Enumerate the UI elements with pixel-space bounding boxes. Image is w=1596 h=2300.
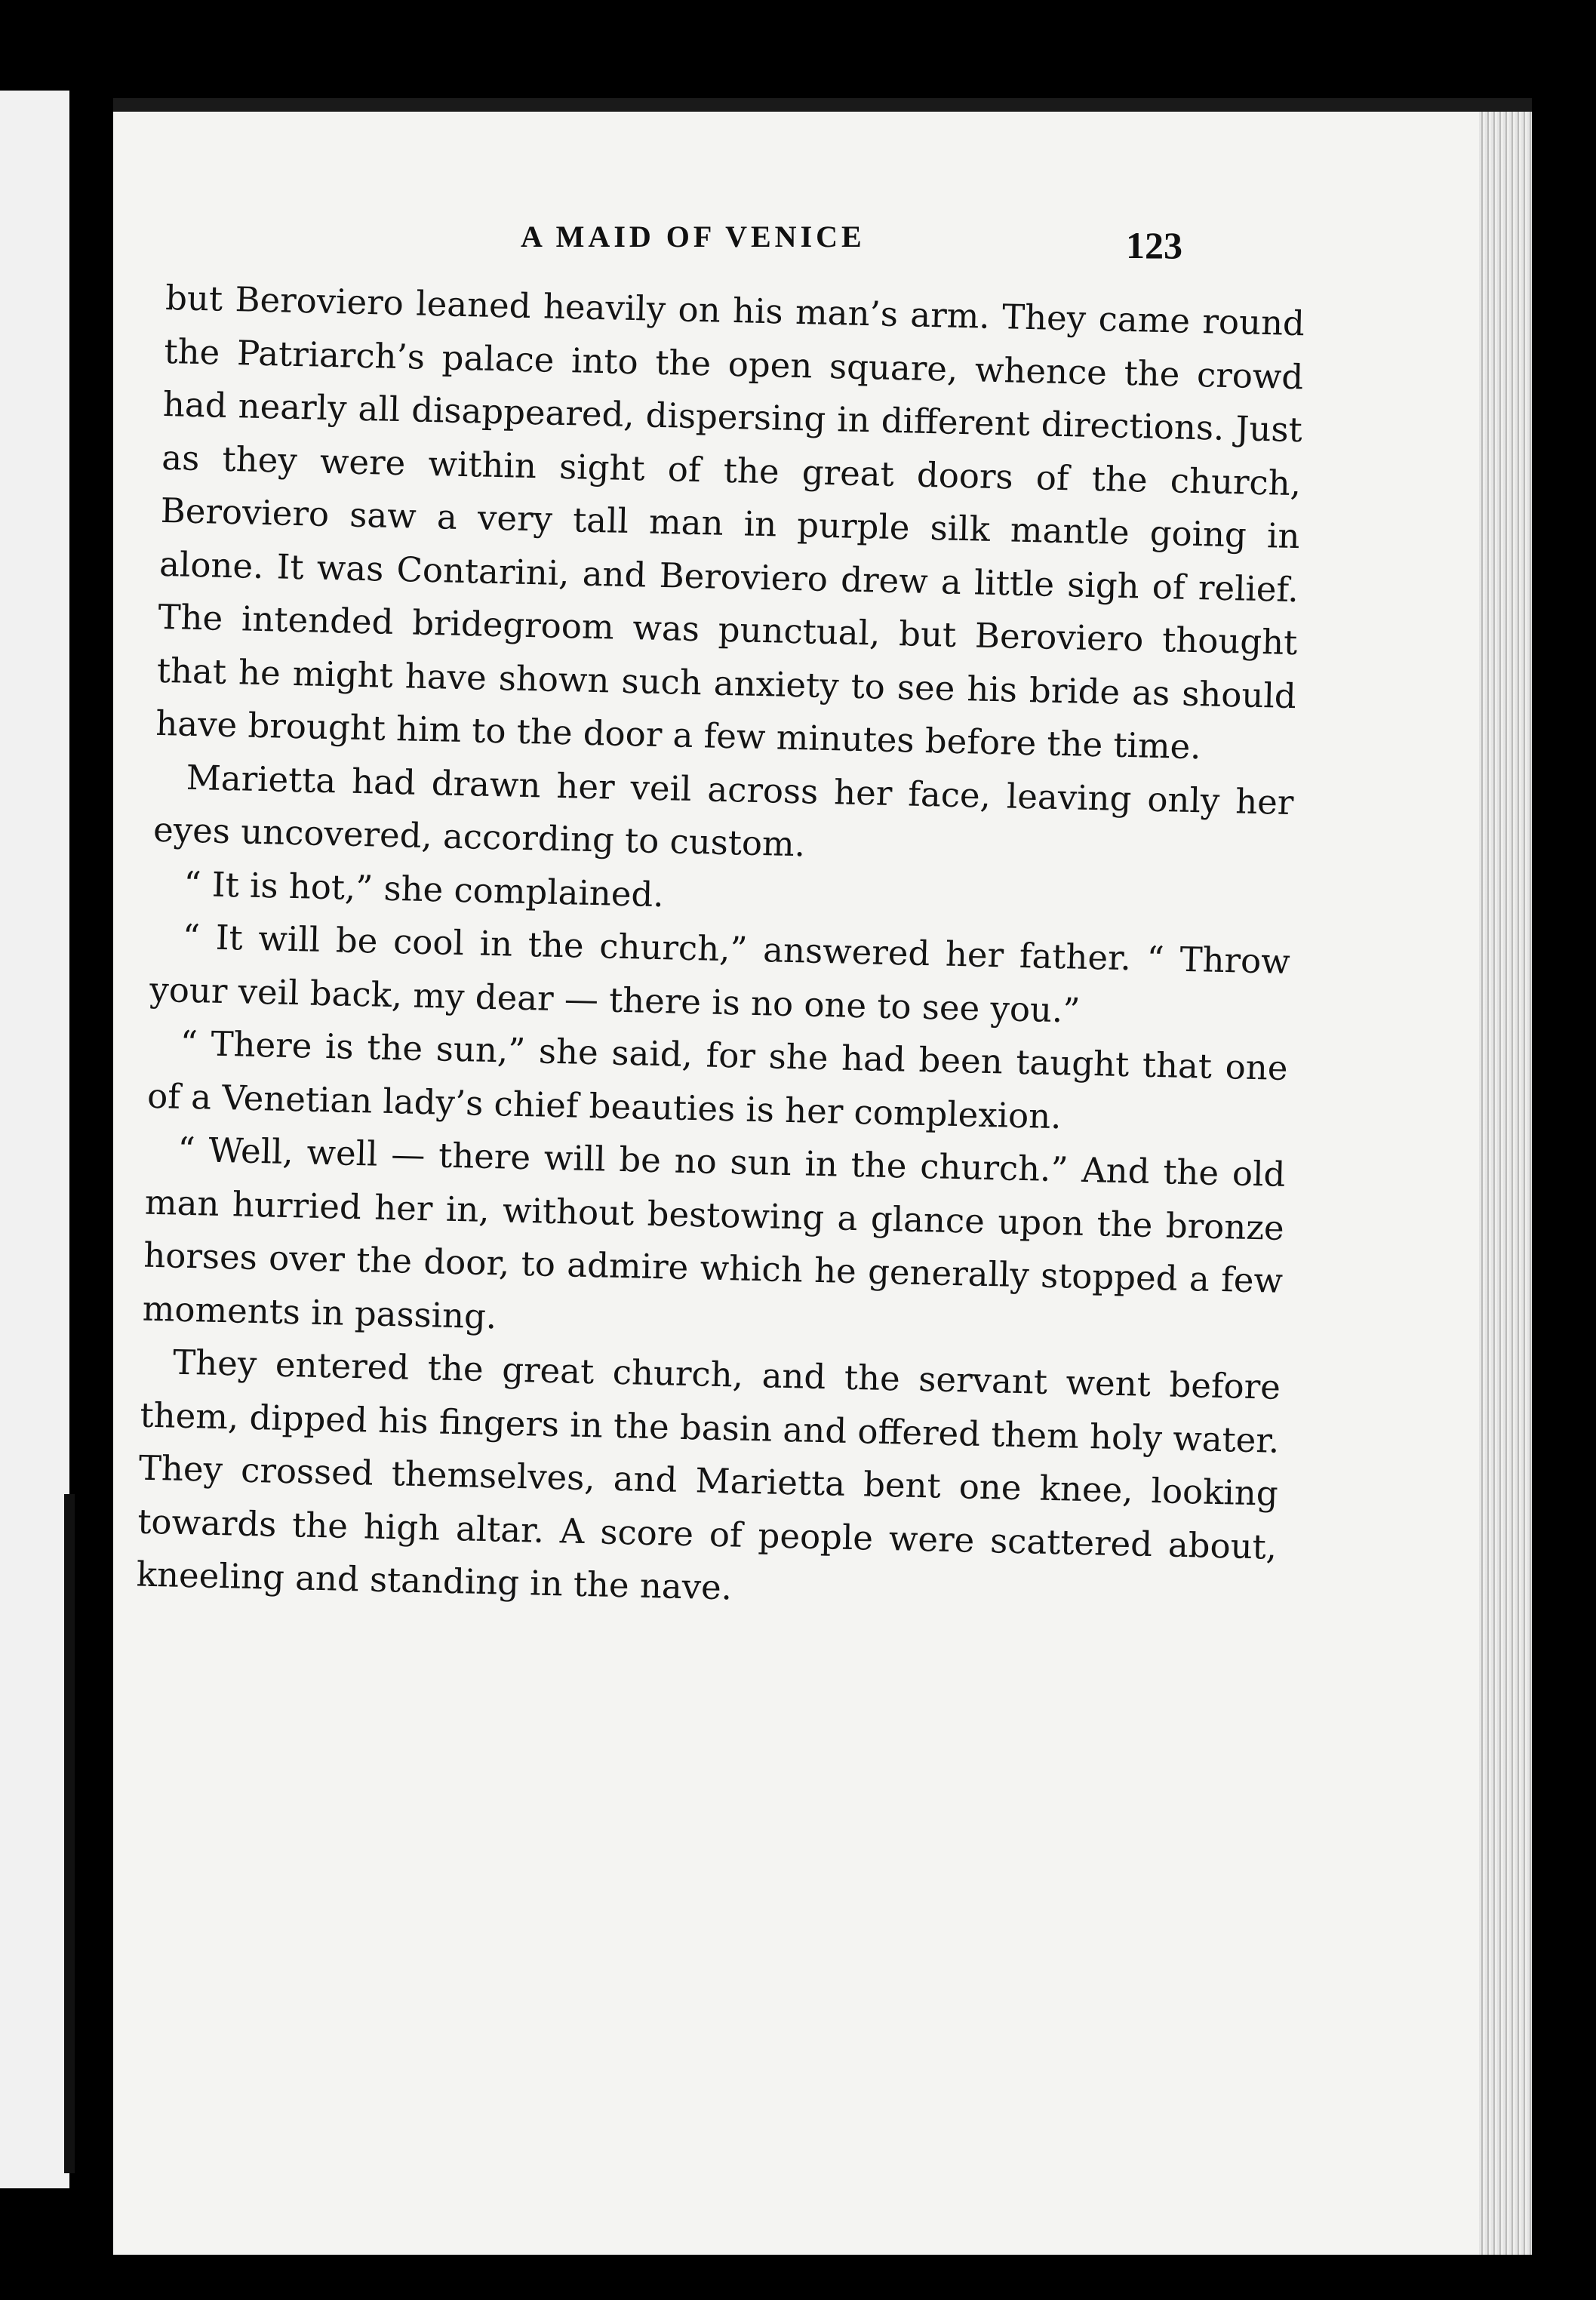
paragraph: “ It will be cool in the church,” answered her father. “ Throw your veil back, my dear — there is no one to see you.” bbox=[149, 916, 1291, 1031]
paragraph: but Beroviero leaned heavily on his man’s arm. They came round the Patriarch’s palace into the open square, whence the crowd had nearly all disappeared, dispersing in different directions. Just as they were within sight of the great doors of the church, Beroviero saw a very tall man in purple silk mantle going in alone. It was Contarini, and Beroviero drew a little sigh of relief. The intended bridegroom was punctual, but Beroviero thought that he might have shown such anxiety to see his bride as should have brought him to the door a few minutes before the time. bbox=[155, 277, 1305, 767]
page-number: 123 bbox=[1126, 224, 1182, 266]
page-fore-edge bbox=[1479, 112, 1532, 2255]
binding-shadow bbox=[64, 1494, 75, 2173]
paragraph: “ It is hot,” she complained. bbox=[183, 863, 665, 915]
paragraph: “ Well, well — there will be no sun in the church.” And the old man hurried her in, without bestowing a glance upon the bronze horses over the door, to admire which he generally stopped a few moments in passing. bbox=[142, 1129, 1286, 1336]
paragraph: They entered the great church, and the servant went before them, dipped his fingers in the basin and offered them holy water. They crossed themselves, and Marietta bent one knee, looking towards the high altar. A score of people were scattered about, kneeling and standing in the nave. bbox=[136, 1342, 1281, 1608]
left-page-edge bbox=[0, 91, 69, 2188]
running-head bbox=[521, 219, 1200, 272]
body-text bbox=[136, 272, 1305, 1627]
running-head-title: A MAID OF VENICE bbox=[521, 220, 866, 254]
paragraph: Marietta had drawn her veil across her face, leaving only her eyes uncovered, according to custom. bbox=[152, 757, 1295, 865]
paragraph: “ There is the sun,” she said, for she had been taught that one of a Venetian lady’s chief beauties is her complexion. bbox=[146, 1022, 1289, 1136]
